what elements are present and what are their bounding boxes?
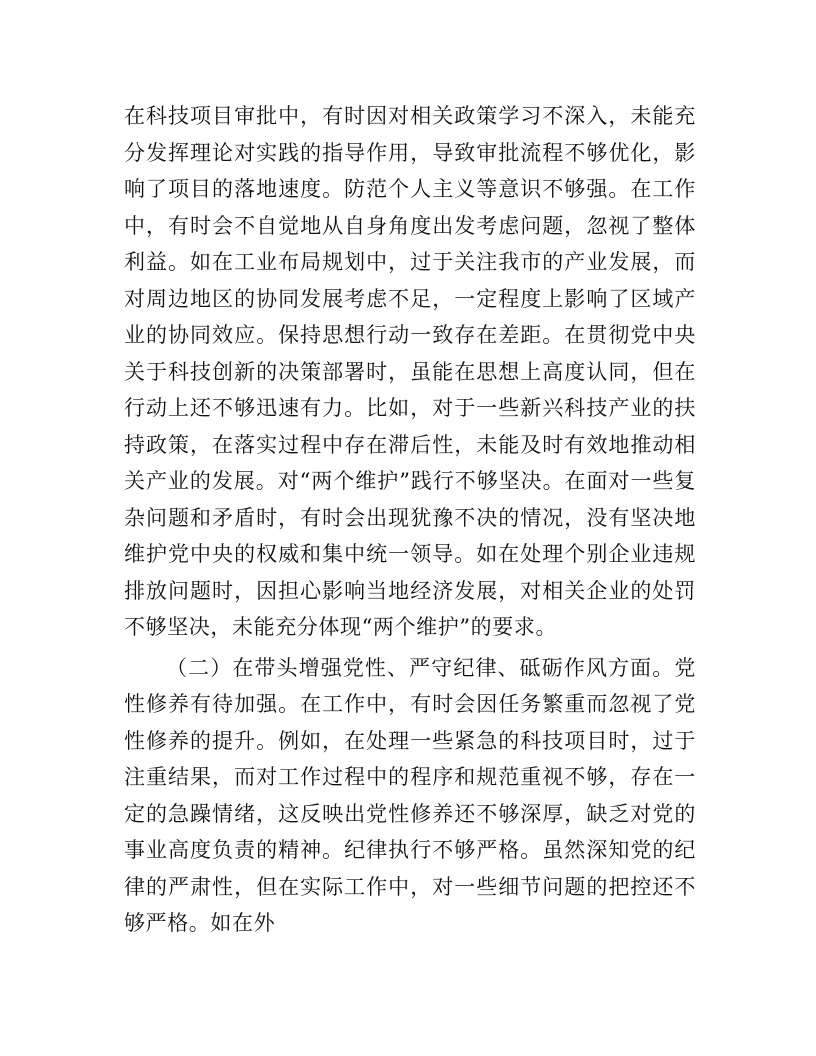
paragraph-party-discipline: （二）在带头增强党性、严守纪律、砥砺作风方面。党性修养有待加强。在工作中，有时会因任务繁重而忽视了党性修养的提升。例如，在处理一些紧急的科技项目时，过于注重结果，而对工作过程中的程序和规范重视不够，存在一定的急躁情绪，这反映出党性修养还不够深厚，缺乏对党的事业高度负责的精神。纪律执行不够严格。虽然深知党的纪律的严肃性，但在实际工作中，对一些细节问题的把控还不够严格。如在外 bbox=[124, 655, 696, 935]
paragraph-ideological-issues: 在科技项目审批中，有时因对相关政策学习不深入，未能充分发挥理论对实践的指导作用，导致审批流程不够优化，影响了项目的落地速度。防范个人主义等意识不够强。在工作中，有时会不自觉地从自身角度出发考虑问题，忽视了整体利益。如在工业布局规划中，过于关注我市的产业发展，而对周边地区的协同发展考虑不足，一定程度上影响了区域产业的协同效应。保持思想行动一致存在差距。在贯彻党中央关于科技创新的决策部署时，虽能在思想上高度认同，但在行动上还不够迅速有力。比如，对于一些新兴科技产业的扶持政策，在落实过程中存在滞后性，未能及时有效地推动相关产业的发展。对“两个维护”践行不够坚决。在面对一些复杂问题和矛盾时，有时会出现犹豫不决的情况，没有坚决地维护党中央的权威和集中统一领导。如在处理个别企业违规排放问题时，因担心影响当地经济发展，对相关企业的处罚不够坚决，未能充分体现“两个维护”的要求。 bbox=[124, 104, 696, 639]
document-body bbox=[124, 98, 696, 942]
